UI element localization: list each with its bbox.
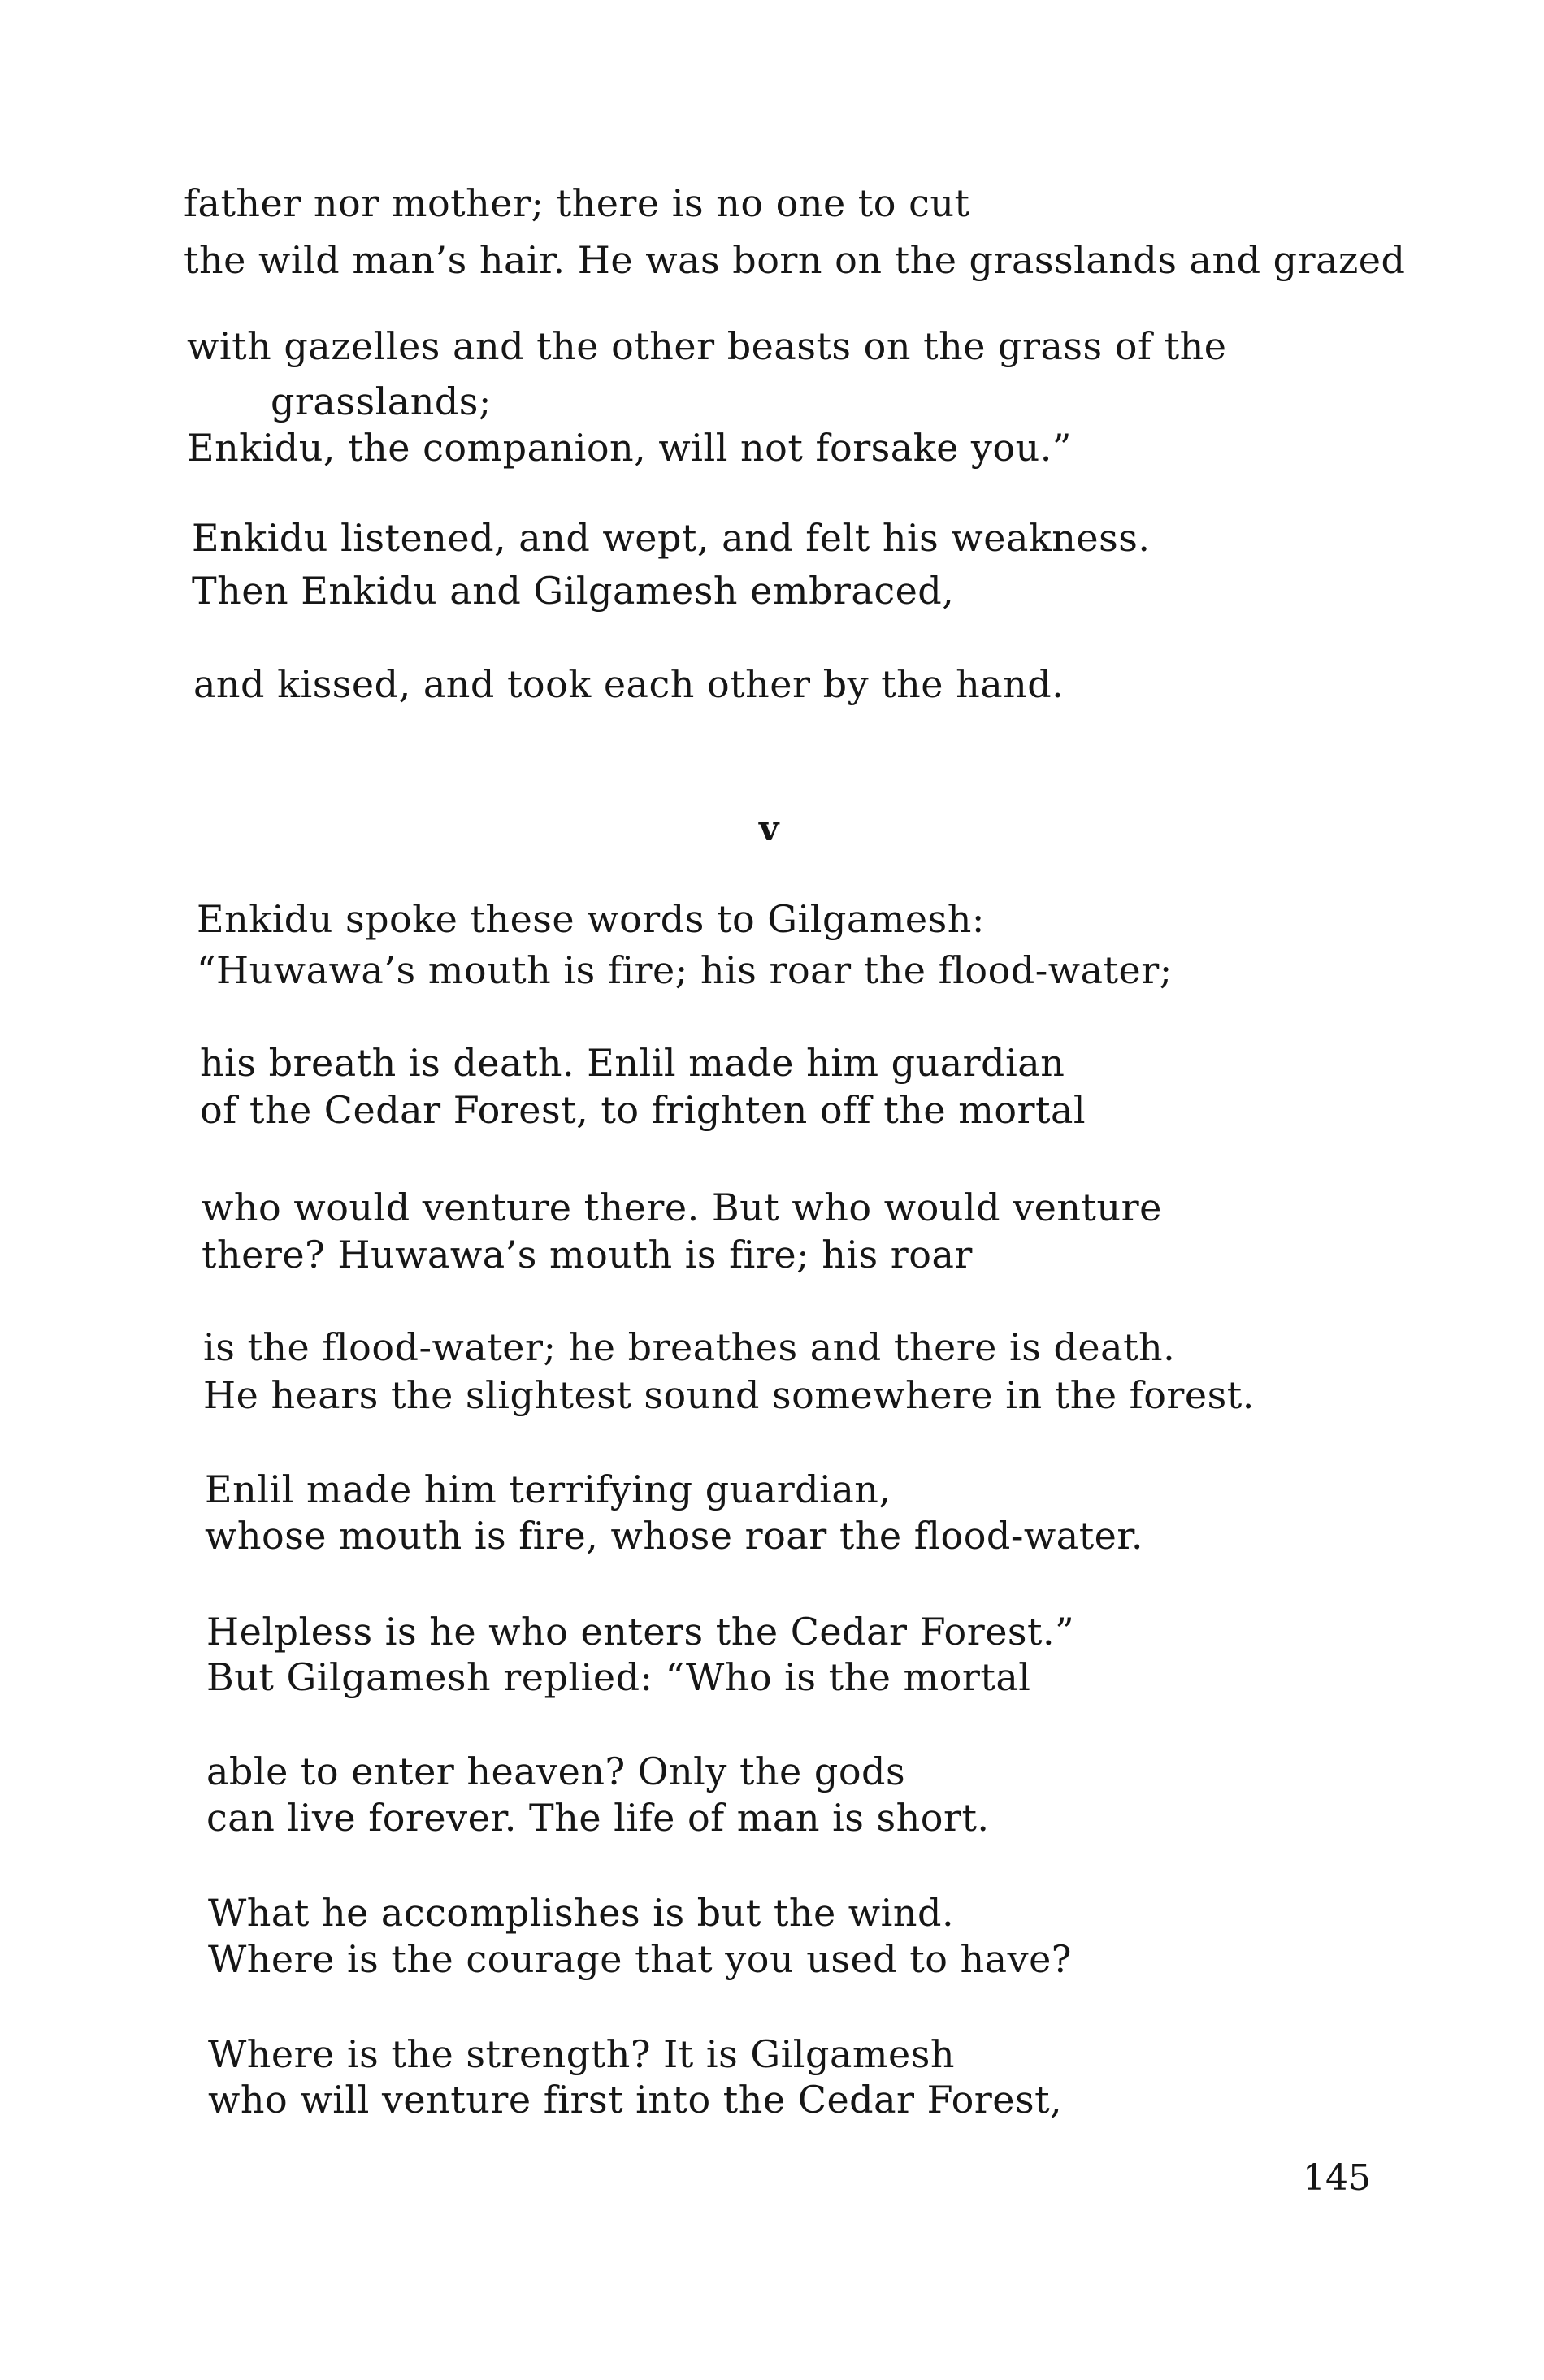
section-number: v (759, 809, 779, 848)
verse-line: Where is the strength? It is Gilgamesh (208, 2032, 955, 2076)
verse-line: who would venture there. But who would venture (202, 1186, 1162, 1229)
verse-line: Helpless is he who enters the Cedar Forest.” (206, 1610, 1075, 1654)
verse-line: whose mouth is fire, whose roar the flood-water. (205, 1514, 1143, 1558)
page-number: 145 (1303, 2157, 1371, 2199)
verse-line: Enkidu, the companion, will not forsake you.” (187, 426, 1072, 470)
verse-line: grasslands; (271, 379, 492, 423)
verse-line: But Gilgamesh replied: “Who is the mortal (206, 1655, 1031, 1699)
verse-line: and kissed, and took each other by the hand. (193, 662, 1065, 706)
verse-line: who will venture first into the Cedar Forest, (208, 2078, 1063, 2122)
verse-line: the wild man’s hair. He was born on the grasslands and grazed (184, 238, 1406, 282)
verse-line: father nor mother; there is no one to cut (184, 181, 970, 225)
verse-line: Enlil made him terrifying guardian, (205, 1467, 891, 1511)
verse-line: “Huwawa’s mouth is fire; his roar the flood-water; (197, 948, 1173, 992)
verse-line: What he accomplishes is but the wind. (208, 1891, 955, 1935)
verse-line: is the flood-water; he breathes and there is death. (203, 1325, 1176, 1369)
verse-line: his breath is death. Enlil made him guardian (200, 1041, 1065, 1085)
verse-line: Enkidu spoke these words to Gilgamesh: (197, 897, 985, 941)
verse-line: He hears the slightest sound somewhere in the forest. (203, 1373, 1255, 1417)
verse-line: of the Cedar Forest, to frighten off the mortal (200, 1088, 1086, 1132)
verse-line: can live forever. The life of man is short. (206, 1796, 990, 1840)
verse-line: Enkidu listened, and wept, and felt his weakness. (192, 516, 1151, 560)
verse-line: able to enter heaven? Only the gods (206, 1749, 906, 1793)
verse-line: Then Enkidu and Gilgamesh embraced, (192, 569, 955, 613)
verse-line: Where is the courage that you used to have? (208, 1937, 1072, 1981)
verse-line: with gazelles and the other beasts on the grass of the (187, 324, 1227, 368)
verse-line: there? Huwawa’s mouth is fire; his roar (202, 1233, 973, 1277)
